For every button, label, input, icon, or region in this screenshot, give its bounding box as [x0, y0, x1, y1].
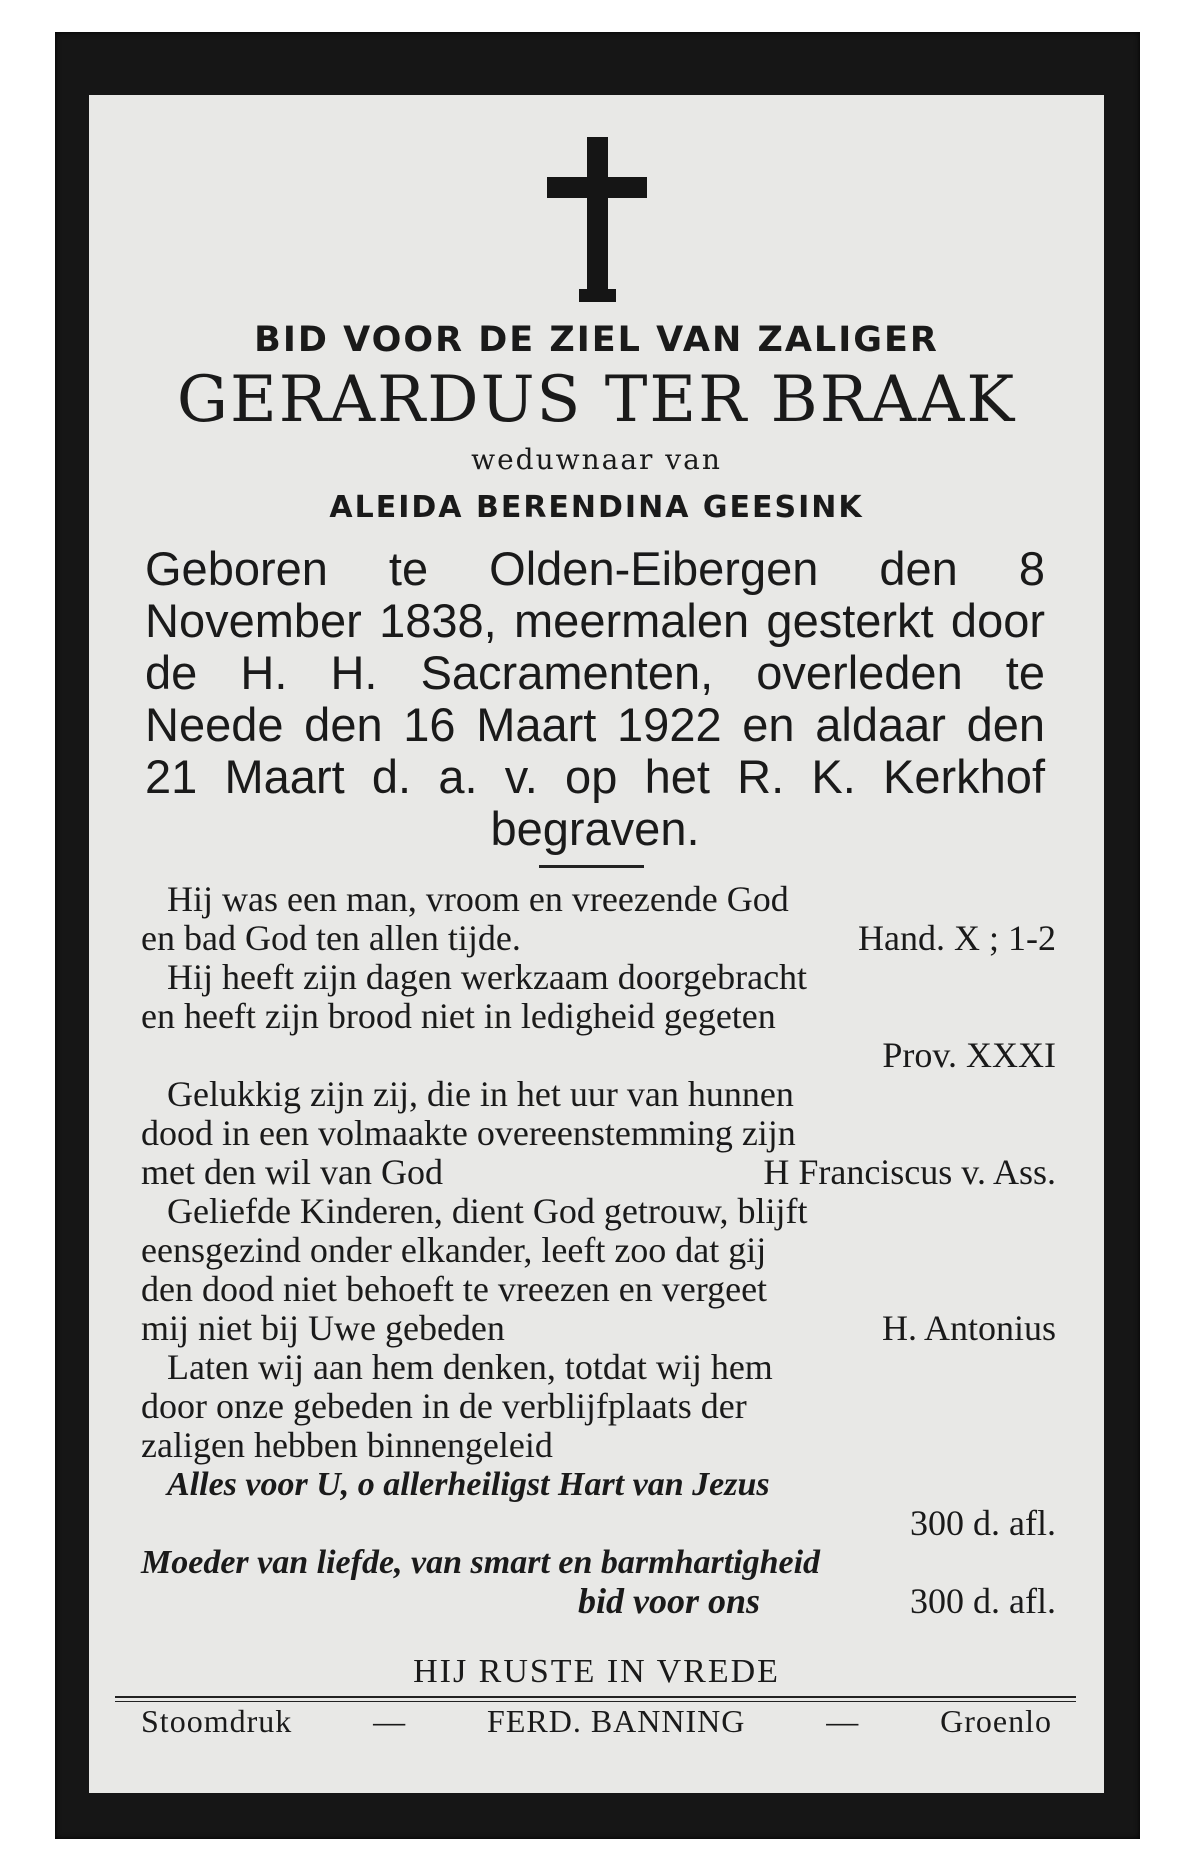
- verse-line: eensgezind onder elkander, leeft zoo dat gij: [141, 1230, 767, 1270]
- indulgence: 300 d. afl.: [910, 1503, 1056, 1543]
- closing-text: HIJ RUSTE IN VREDE: [413, 1653, 780, 1690]
- verse-line: den dood niet behoeft te vreezen en vergeet: [141, 1269, 768, 1309]
- prayer-heading: BID VOOR DE ZIEL VAN ZALIGER: [254, 320, 939, 360]
- biography-text: Geboren te Olden-Eibergen den 8 November 1838, meermalen gesterkt door de H. H. Sacramenten, overleden te Neede den 16 Maart 1922 en aldaar den 21 Maart d. a. v. op het R. K. Kerkhof begraven.: [145, 542, 1045, 855]
- relation-text: weduwnaar van: [471, 443, 722, 476]
- verse-line: en bad God ten allen tijde.: [141, 918, 521, 958]
- verse-line: dood in een volmaakte overeenstemming zijn: [141, 1113, 796, 1153]
- divider: [539, 865, 644, 868]
- prayer-line: Alles voor U, o allerheiligst Hart van Jezus: [167, 1466, 770, 1503]
- verse-line: Hij was een man, vroom en vreezende God: [167, 879, 789, 919]
- separator: —: [373, 1703, 407, 1739]
- verse-reference: H. Antonius: [881, 1308, 1056, 1348]
- verse-reference: Hand. X ; 1-2: [858, 918, 1056, 958]
- verse-reference: Prov. XXXI: [882, 1035, 1056, 1075]
- verse-line: Hij heeft zijn dagen werkzaam doorgebracht: [167, 957, 808, 997]
- verses-block: [141, 880, 1056, 1621]
- verse-line: Gelukkig zijn zij, die in het uur van hunnen: [167, 1074, 794, 1114]
- memorial-card: [89, 95, 1104, 1793]
- verse-line: Geliefde Kinderen, dient God getrouw, blijft: [167, 1191, 808, 1231]
- deceased-name: GERARDUS TER BRAAK: [176, 363, 1017, 437]
- bottom-divider: [115, 1696, 1076, 1702]
- cross-icon: [547, 137, 647, 302]
- prayer-line: Moeder van liefde, van smart en barmhartigheid: [141, 1544, 821, 1581]
- verse-line: Laten wij aan hem denken, totdat wij hem: [167, 1347, 773, 1387]
- verse-reference: H Franciscus v. Ass.: [763, 1152, 1056, 1192]
- prayer-line: bid voor ons: [578, 1581, 761, 1621]
- printer-line: [141, 1703, 1052, 1740]
- printer-name: FERD. BANNING: [487, 1703, 746, 1739]
- verse-line: en heeft zijn brood niet in ledigheid gegeten: [141, 996, 776, 1036]
- printer-label: Stoomdruk: [141, 1703, 293, 1739]
- verse-line: met den wil van God: [141, 1152, 443, 1192]
- verse-line: door onze gebeden in de verblijfplaats der: [141, 1386, 747, 1426]
- verse-line: zaligen hebben binnengeleid: [141, 1425, 553, 1465]
- separator: —: [826, 1703, 860, 1739]
- printer-place: Groenlo: [940, 1703, 1052, 1739]
- spouse-name: ALEIDA BERENDINA GEESINK: [329, 490, 864, 525]
- indulgence: 300 d. afl.: [910, 1581, 1056, 1621]
- verse-line: mij niet bij Uwe gebeden: [141, 1308, 505, 1348]
